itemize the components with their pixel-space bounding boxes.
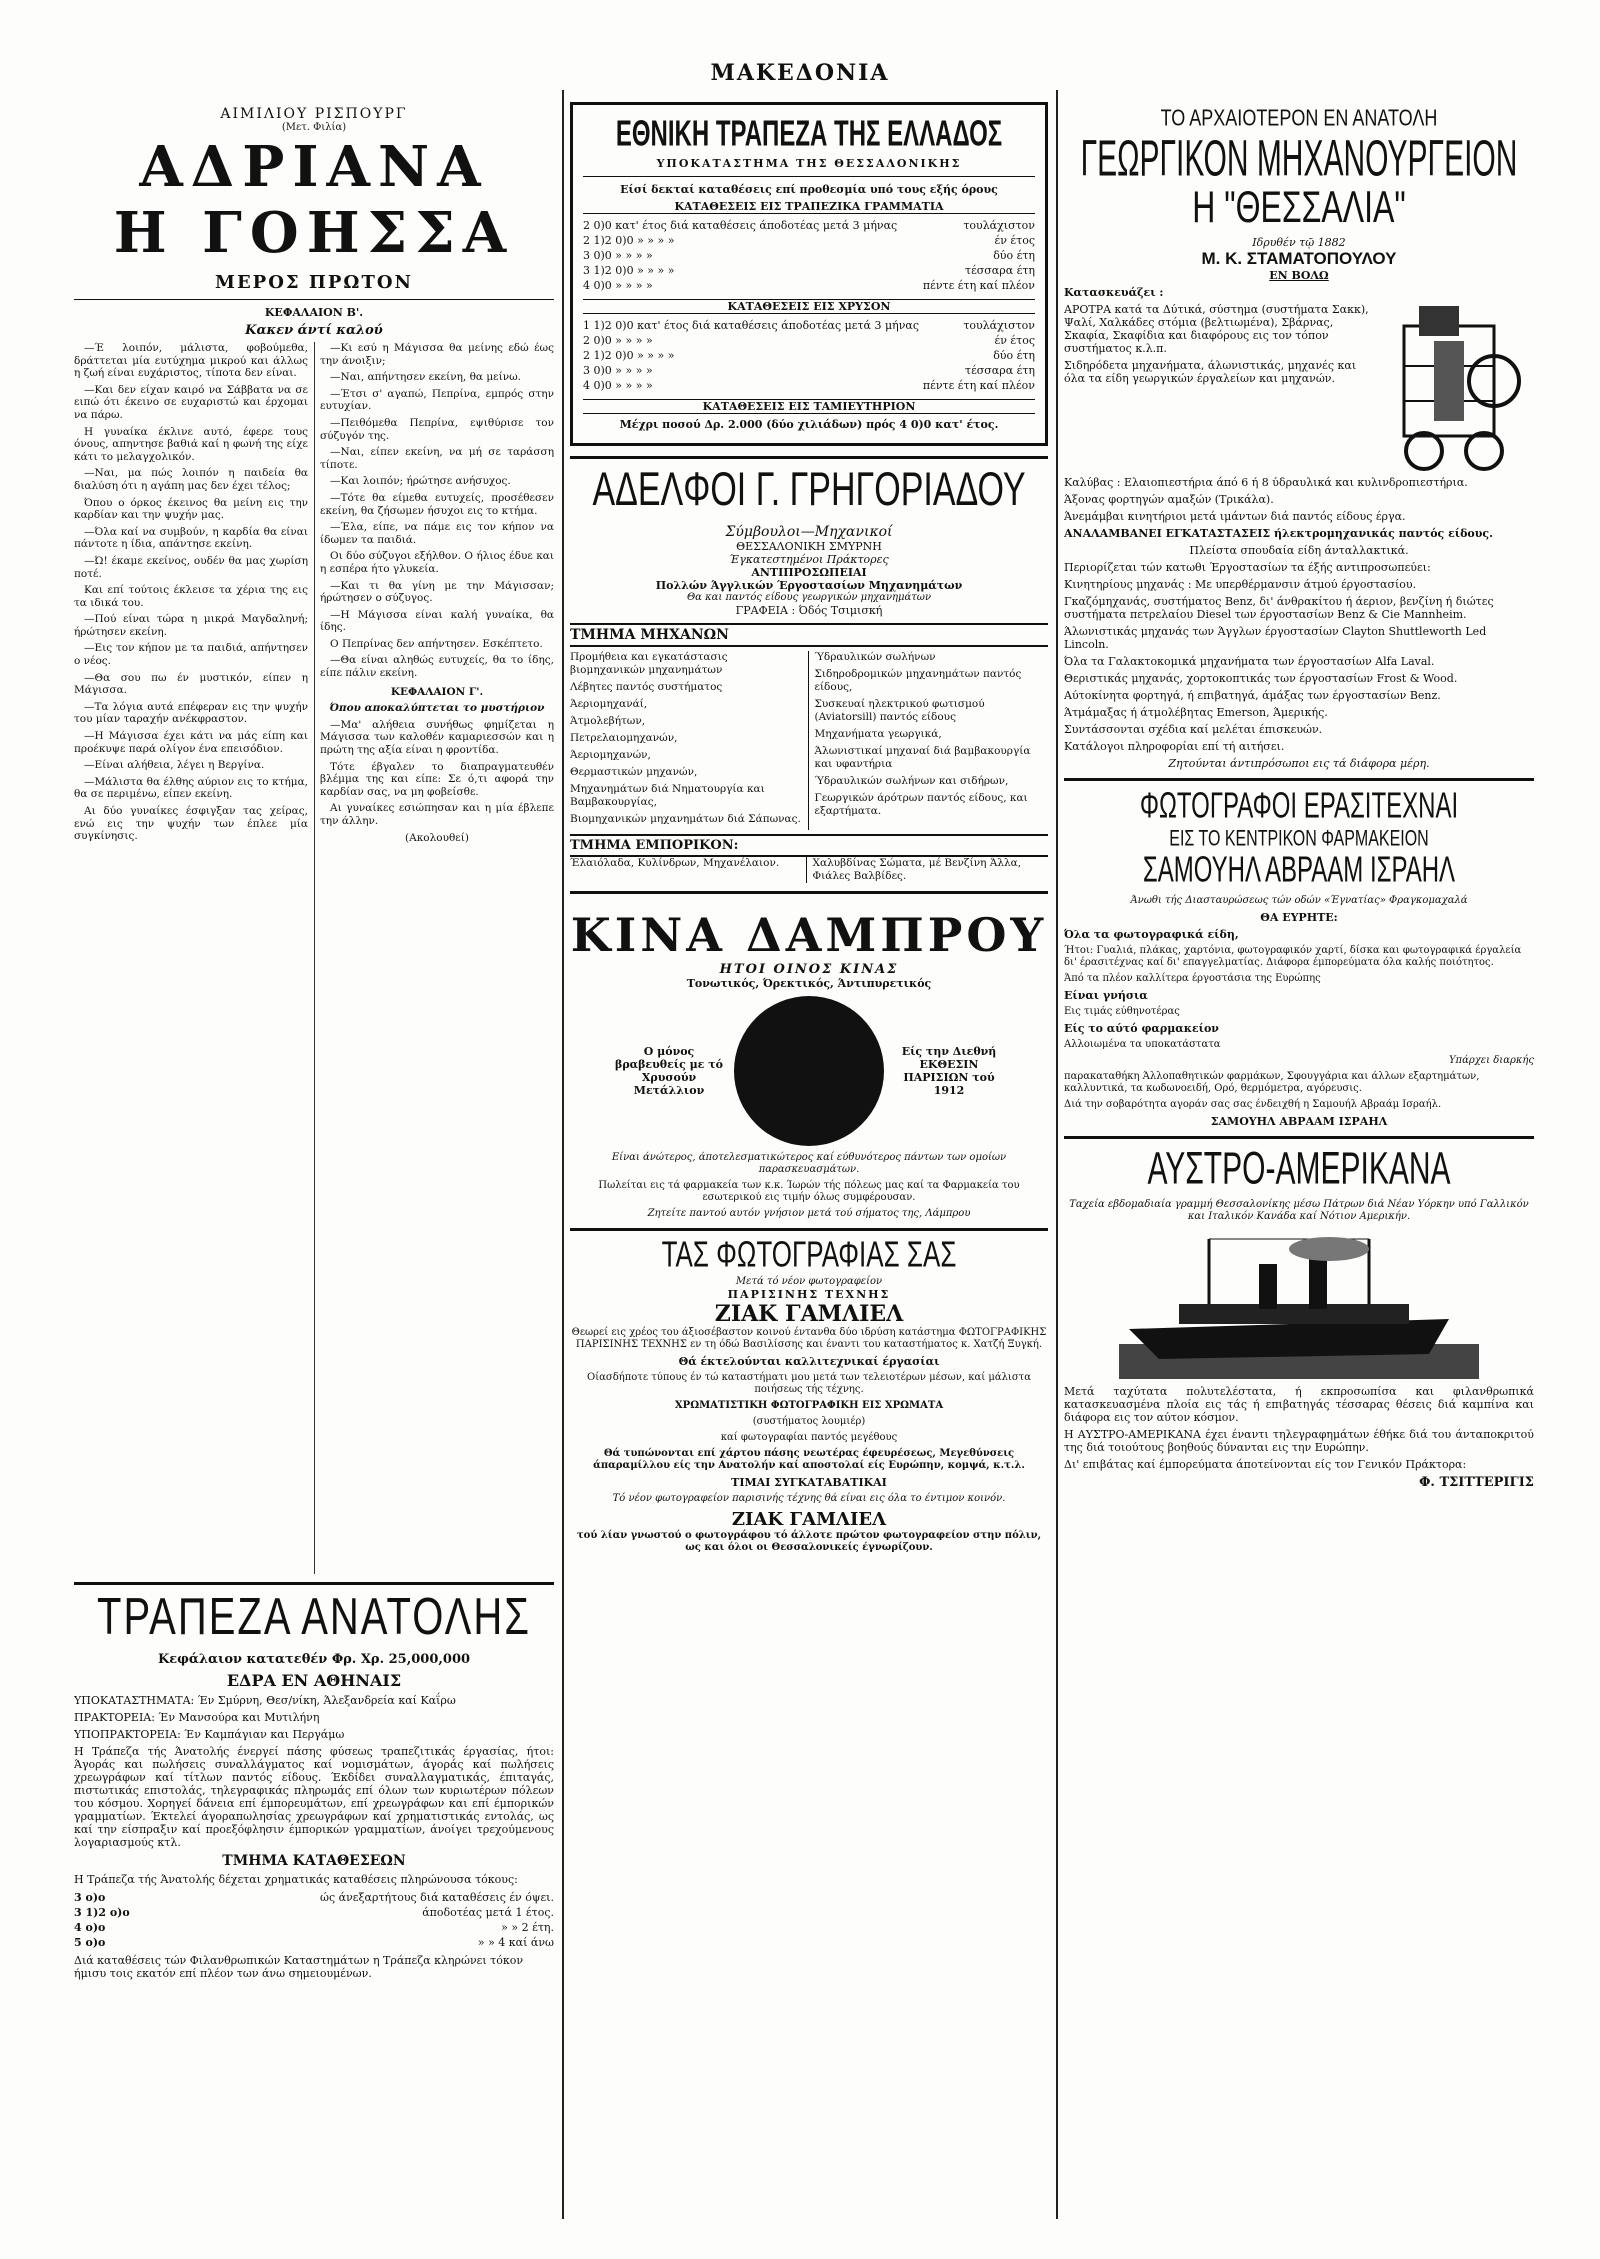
serial-paragraph: —Ναι, μα πώς λοιπόν η παιδεία θα διαλύση ότι η αγάπη μας δεν έχει τέλος;: [74, 467, 308, 492]
machine-list-left: [570, 651, 809, 830]
serial-paragraph: Ο Πεπρίνας δεν απήντησεν. Εσκέπτετο.: [330, 637, 543, 650]
thessalia-catalog: Πλείστα σπουδαία είδη άνταλλακτικά.: [1189, 544, 1409, 557]
list-item: Κινητηρίους μηχανάς : Με υπερθέρμανσιν άτμού έργοστασίου.: [1064, 578, 1417, 591]
fotografies-p5: (συστήματος λουμιέρ): [752, 1416, 866, 1427]
list-item: Πετρελαιομηχανών,: [570, 732, 678, 744]
bank-anatolis-capital-label: Κεφάλαιον κατατεθέν Φρ.: [157, 1652, 357, 1667]
serial-paragraph: —Ναι, απήντησεν εκείνη, θα μείνω.: [330, 371, 521, 384]
thessalia-founded: Ιδρυθέν τῷ 1882: [1252, 236, 1346, 249]
list-item: ΑΡΟΤΡΑ κατά τα Δύτικά, σύστημα (συστήματα Σακκ), Ψαλί, Χαλκάδες στόμια (βελτιωμένα), Σβάρνας, Σκαφία, Σκαφίδια και διαφόρους εις τον τόπον συστήματος κ.λ.π.: [1064, 303, 1369, 355]
austro-p2: Η ΑΥΣΤΡΟ-ΑΜΕΡΙΚΑΝΑ έχει έναντι τηλεγραφημάτων έθήκε διά του άνταποκριτού της διά τοιούτους βοηθούς δύνανται εις την Ευρώπην.: [1064, 1428, 1534, 1454]
grigoriadou-offices: ΓΡΑΦΕΙΑ : Όδός Τσιμισκή: [735, 604, 883, 617]
serial-paragraph: —Έλα, είπε, να πάμε εις τον κήπον να ίδωμεν τα παιδιά.: [320, 521, 554, 546]
national-bank-section1: ΚΑΤΑΘΕΣΕΙΣ ΕΙΣ ΤΡΑΠΕΖΙΚΑ ΓΡΑΜΜΑΤΙΑ: [583, 200, 1035, 214]
rate-desc: 3 1)2 0)0 » » » »: [583, 264, 675, 277]
rate-value: 3 ο)ο: [74, 1891, 106, 1904]
serial-part: ΜΕΡΟΣ ΠΡΩΤΟΝ: [215, 272, 413, 293]
column-rule-1: [562, 90, 564, 2219]
rate-row: [74, 1920, 554, 1935]
serial-paragraph: —Είναι αλήθεια, λέγει η Βεργίνα.: [84, 759, 265, 772]
thessalia-owner: Μ. Κ. ΣΤΑΜΑΤΟΠΟΥΛΟΥ: [1201, 249, 1397, 268]
national-bank-subtitle: ΥΠΟΚΑΤΑΣΤΗΜΑ ΤΗΣ ΘΕΣΣΑΛΟΝΙΚΗΣ: [656, 157, 962, 170]
serial-paragraph: —Έτσι σ' αγαπώ, Πεπρίνα, εμπρός στην ευτυχίαν.: [320, 387, 554, 413]
list-item: Προμήθεια και εγκατάστασις βιομηχανικών μηχανημάτων: [570, 651, 728, 676]
list-item: Γεωργικών άρότρων παντός είδους, και εξαρτήματα.: [814, 792, 1028, 817]
rate-term: δύο έτη: [993, 249, 1035, 262]
serial-paragraph: —Κι εσύ η Μάγισσα θα μείνης εδώ έως την άνοιξιν;: [320, 342, 554, 367]
rate-desc: 4 0)0 » » » »: [583, 279, 653, 292]
thessalia-body: [1064, 286, 1534, 476]
serial-paragraph: —Ώ! έκαμε εκείνος, ουδέν θα μας χωρίση ποτέ.: [74, 554, 308, 580]
austro-p1: Μετά ταχύτατα πολυτελέστατα, ή εκπροσωπίσα και φιλανθρωπικά κατασκευασμένα πλοία εις τάς ή επιβατηγάς τέσσαρας θέσεις διά καμπίνα και διάφορα εις τον αύτον κόσμον.: [1064, 1385, 1534, 1424]
medal-icon: [734, 996, 884, 1146]
kina-title: ΚΙΝΑ ΔΑΜΠΡΟΥ: [570, 908, 1048, 962]
rate-term: δύο έτη: [993, 349, 1035, 362]
bank-anatolis-body: Η Τράπεζα τής Άνατολής ένεργεί πάσης φύσεως τραπεζιτικάς έργασίας, ήτοι: Άγοράς και πωλήσεις συναλλάγματος καί νομισμάτων, άγοράς καί πωλήσεις χρεωγράφων καί τίτλων παντός είδους. Έκδίδει συναλλαγματικάς, έπιταγάς, πιστωτικάς επιστολάς, τηλεγραφικάς πληρωμάς επί όλων των κυριωτέρων πόλεων του κόσμου. Χορηγεί δάνεια επί έμπορευμάτων, επί χρεωγράφων και επί έμπορικών γραμματίων. Έκτελεί άγοραπωλησίας χρεωγράφων καί χρηματιστικάς εντολάς, ως καί την είσπραξιν καί προεξόφλησιν έμπορικών γραμματίων, άνοίγει τρεχούμενους λογαριασμούς κτλ.: [74, 1745, 554, 1849]
fotografies-prices: ΤΙΜΑΙ ΣΥΓΚΑΤΑΒΑΤΙΚΑΙ: [731, 1476, 887, 1489]
foto-pharmacy-line7: Υπάρχει διαρκής: [1448, 1055, 1534, 1066]
national-bank-savings: Μέχρι ποσού Δρ. 2.000 (δύο χιλιάδων) πρός 4 0)0 κατ' έτος.: [619, 418, 999, 431]
divider: [583, 176, 1035, 177]
rate-value: 5 ο)ο: [74, 1936, 106, 1949]
serial-paragraph: —Η Μάγισσα έχει κάτι να μάς είπη και προέκυψε παρά ολίγον ένα επεισόδιον.: [74, 730, 308, 755]
serial-chapter2: ΚΕΦΑΛΑΙΟΝ Γ'.: [390, 685, 484, 698]
fotografies-art: ΠΑΡΙΣΙΝΗΣ ΤΕΧΝΗΣ: [727, 1288, 891, 1301]
list-item: Άνεμάμβαι κινητήριοι μετά ιμάντων διά παντός είδους έργα.: [1064, 510, 1406, 523]
foto-pharmacy-ad: [1064, 786, 1534, 1128]
rate-term: τουλάχιστον: [963, 319, 1035, 332]
rate-row: [583, 218, 1035, 233]
serial-title-line1: ΑΔΡΙΑΝΑ: [139, 134, 489, 200]
foto-pharmacy-line4: Εις τιμάς εύθηνοτέρας: [1064, 1006, 1180, 1017]
bank-anatolis-subagencies: ΥΠΟΠΡΑΚΤΟΡΕΙΑ: Έν Καμπάγιαν και Περγάμω: [74, 1728, 345, 1741]
fotografies-title: ΤΑΣ ΦΩΤΟΓΡΑΦΙΑΣ ΣΑΣ: [661, 1232, 957, 1275]
rate-term: έν έτος: [994, 234, 1035, 247]
serial-title-line2: Η ΓΟΗΣΣΑ: [113, 200, 515, 266]
thessalia-manufactures: Κατασκευάζει :: [1064, 286, 1164, 299]
rate-desc: 1 1)2 0)0 κατ' έτος διά καταθέσεις άποδοτέας μετά 3 μήνας: [583, 319, 919, 332]
column-middle: [570, 88, 1048, 2219]
austro-title: ΑΥΣΤΡΟ-ΑΜΕΡΙΚΑΝΑ: [1147, 1144, 1451, 1194]
divider: [74, 1582, 554, 1585]
foto-pharmacy-line9: Διά την σοβαρότητα αγοράν σας σας ένδειχθή η Σαμουήλ Αβραάμ Ισραήλ.: [1064, 1099, 1442, 1110]
rate-row: [583, 248, 1035, 263]
serial-paragraph: —Θα είναι αληθώς ευτυχείς, θα το ίδης, είπε πάλιν εκείνη.: [320, 654, 554, 680]
serial-paragraph: Και επί τούτοις έκλεισε τα χέρια της εις τα ιδικά του.: [74, 584, 308, 609]
rate-desc: » » 2 έτη.: [501, 1921, 554, 1934]
list-item: Άλωνιστικαί μηχαναί διά βαμβακουργία και υφαντήρια: [814, 745, 1031, 770]
bank-anatolis-capital-value: Χρ. 25,000,000: [360, 1652, 471, 1667]
kina-text3: Ζητείτε παντού αυτόν γνήσιον μετά τού σήματος της, Λάμπρου: [647, 1208, 971, 1219]
list-item: Μηχανημάτων διά Νηματουργία και Βαμβακουργίας,: [570, 783, 765, 808]
fotografies-p2: Θά έκτελούνται καλλιτεχνικαί έργασίαι: [678, 1355, 940, 1368]
commerce-left: Έλαιόλαδα, Κυλίνδρων, Μηχανέλαιον.: [570, 857, 807, 883]
rate-desc: άποδοτέας μετά 1 έτος.: [422, 1906, 554, 1919]
austro-line1: Ταχεία εβδομαδιαία γραμμή Θεσσαλονίκης μέσω Πάτρων διά Νέαν Υόρκην υπό Γαλλικόν και Ιταλικόν Κανάδα καί Νότιον Αμερικήν.: [1069, 1199, 1529, 1222]
machine-list-right: [815, 651, 1049, 830]
serial-paragraph: Η γυναίκα έκλινε αυτό, έφερε τους όνους, απηντησε βαθιά καί η φωνή της είχε κάτι το μελαγχολικόν.: [74, 425, 308, 463]
thresher-icon: [1384, 286, 1534, 476]
rate-row: [583, 378, 1035, 393]
list-item: Άτμάμαξας ή άτμολέβητας Emerson, Άμερικής.: [1064, 706, 1328, 719]
serial-paragraph: —Και τι θα γίνη με την Μάγισσαν; ήρώτησεν ο σύζυγος.: [320, 579, 554, 605]
fotografies-name2: ΖΙΑΚ ΓΑΜΛΙΕΛ: [731, 1509, 887, 1530]
foto-pharmacy-name: ΣΑΜΟΥΗΛ ΑΒΡΑΑΜ ΙΣΡΑΗΛ: [1142, 850, 1456, 891]
grigoriadou-line4: Θα και παντός είδους γεωργικών μηχανημάτων: [686, 592, 932, 603]
grigoriadou-line2: ΑΝΤΙΠΡΟΣΩΠΕΙΑΙ: [751, 566, 867, 579]
rate-value: 3 1)2 ο)ο: [74, 1906, 130, 1919]
foto-pharmacy-line8: παρακαταθήκη Άλλοπαθητικών φαρμάκων, Σφουγγάρια και άλλων εξαρτημάτων, καλλυντικά, τα κωδωνοειδή, Ορό, θερμόμετρα, αγόρευσις.: [1064, 1071, 1480, 1094]
bank-anatolis-deposits-title: ΤΜΗΜΑ ΚΑΤΑΘΕΣΕΩΝ: [222, 1853, 406, 1869]
rate-term: έν έτος: [994, 334, 1035, 347]
list-item: Αύτοκίνητα φορτηγά, ή επιβατηγά, άμάξας των έργοστασίων Benz.: [1064, 689, 1441, 702]
serial-paragraph: —Πού είναι τώρα η μικρά Μαγδαληνή; ήρώτησεν εκείνη.: [74, 613, 308, 638]
serial-paragraph: —Και δεν είχαν καιρό να Σάββατα να σε ειπώ ότι έκεινο σε ευχαριστώ και έρχομαι να πάρω.: [74, 383, 308, 421]
foto-pharmacy-will-find: ΘΑ ΕΥΡΗΤΕ:: [1260, 911, 1338, 924]
foto-pharmacy-all: Όλα τα φωτογραφικά είδη,: [1064, 928, 1239, 941]
bank-anatolis-agencies: ΠΡΑΚΤΟΡΕΙΑ: Έν Μανσούρα και Μυτιλήνη: [74, 1711, 320, 1724]
rate-row: [583, 348, 1035, 363]
grigoriadou-ad: [570, 463, 1048, 883]
austro-p3: Δι' επιβάτας καί έμπορεύματα άποτείνονται είς τον Γενικόν Πράκτορα:: [1064, 1458, 1467, 1471]
list-item: Θερμαστικών μηχανών,: [570, 766, 698, 778]
fotografies-ad: [570, 1232, 1048, 1554]
foto-pharmacy-addr: Άνωθι τής Διασταυρώσεως τών οδών «Έγνατίας» Φραγκομαχαλά: [1130, 895, 1468, 906]
serial-paragraph: —Όλα καί να συμβούν, η καρδία θα είναι πάντοτε η ίδια, απάντησε εκείνη.: [74, 525, 308, 551]
fotografies-p4: ΧΡΩΜΑΤΙΣΤΙΚΗ ΦΩΤΟΓΡΑΦΙΚΗ ΕΙΣ ΧΡΩΜΑΤΑ: [674, 1400, 944, 1411]
list-item: Σιδηρόδετα μηχανήματα, άλωνιστικάς, μηχανές και όλα τα είδη γεωργικών έργαλείων και μηχανών.: [1064, 359, 1357, 385]
kina-medal-row: [570, 996, 1048, 1146]
foto-pharmacy-signature: ΣΑΜΟΥΗΛ ΑΒΡΑΑΜ ΙΣΡΑΗΛ: [1210, 1115, 1388, 1128]
national-bank-title: ΕΘΝΙΚΗ ΤΡΑΠΕΖΑ ΤΗΣ ΕΛΛΑΔΟΣ: [615, 114, 1003, 155]
foto-pharmacy-line5: Είς το αύτό φαρμακείον: [1064, 1022, 1219, 1035]
rate-desc: 3 0)0 » » » »: [583, 364, 653, 377]
rate-row: [583, 333, 1035, 348]
list-item: Μηχανήματα γεωργικά,: [814, 728, 942, 740]
list-item: ΑΝΑΛΑΜΒΑΝΕΙ ΕΓΚΑΤΑΣΤΑΣΕΙΣ ήλεκτρομηχανικάς παντός είδους.: [1064, 527, 1493, 540]
thessalia-title: ΓΕΩΡΓΙΚΟΝ ΜΗΧΑΝΟΥΡΓΕΙΟΝ: [1080, 131, 1518, 188]
kina-right-medal: Είς την Διεθνή ΕΚΘΕΣΙΝ ΠΑΡΙΣΙΩΝ τού 1912: [901, 1045, 997, 1097]
serial-continued: (Ακολουθεί): [405, 831, 469, 844]
foto-pharmacy-line: ΕΙΣ ΤΟ ΚΕΝΤΡΙΚΟΝ ΦΑΡΜΑΚΕΙΟΝ: [1169, 827, 1429, 852]
list-item: Άεριομηχανών,: [570, 749, 651, 761]
thessalia-list: [1064, 286, 1378, 476]
fotografies-p9: τού λίαν γνωστού ο φωτογράφου τό άλλοτε πρώτον φωτογραφείον στην πόλιν, ως και όλοι οι Θεσσαλονικείς έγνωρίζουν.: [576, 1530, 1042, 1553]
rate-row: [583, 233, 1035, 248]
column-rule-2: [1056, 90, 1058, 2219]
rate-term: πέντε έτη καί πλέον: [922, 279, 1035, 292]
serial-author: ΑΙΜΙΛΙΟΥ ΡΙΣΠΟΥΡΓ: [220, 106, 408, 122]
foto-pharmacy-title: ΦΩΤΟΓΡΑΦΟΙ ΕΡΑΣΙΤΕΧΝΑΙ: [1139, 786, 1459, 827]
national-bank-ad: [570, 102, 1048, 446]
serial-paragraph: —Εις τον κήπον με τα παιδιά, απήντησεν ο νέος.: [74, 642, 308, 668]
fotografies-p6: καί φωτογραφίαι παντός μεγέθους: [720, 1432, 898, 1443]
fotografies-name: ΖΙΑΚ ΓΑΜΛΙΕΛ: [714, 1301, 904, 1327]
column-right: [1064, 88, 1534, 2219]
rate-desc: 2 0)0 κατ' έτος διά καταθέσεις άποδοτέας μετά 3 μήνας: [583, 219, 898, 232]
grigoriadou-machine-section: ΤΜΗΜΑ ΜΗΧΑΝΩΝ: [570, 623, 1048, 647]
serial-chapter: ΚΕΦΑΛΑΙΟΝ Β'.: [264, 306, 364, 319]
rate-row: [74, 1890, 554, 1905]
column-left: [74, 88, 554, 2219]
serial-paragraph: —Έ λοιπόν, μάλιστα, φοβούμεθα, δράττεται μία ευτύχημα μικρού και άλλως η ζωή είναι ευχάριστος, τίποτα δεν είναι.: [74, 342, 308, 380]
austro-ad: [1064, 1144, 1534, 1490]
serial-paragraph: Τότε έβγαλεν το διαπραγματευθέν βλέμμα της και είπε: Σε ό,τι αφορά την καρδίαν σας, να μη φοβείσθε.: [320, 760, 554, 798]
serial-translator: (Μετ. Φιλία): [281, 122, 347, 133]
bank-anatolis-ad: [74, 1588, 554, 1980]
serial-paragraph: Οι δύο σύζυγοι εξήλθον. Ο ήλιος έδυε και η εσπέρα ήτο γλυκεία.: [320, 550, 554, 575]
list-item: Ύδραυλικών σωλήνων: [814, 651, 936, 663]
kina-subtitle: ΗΤΟΙ ΟΙΝΟΣ ΚΙΝΑΣ: [719, 962, 899, 977]
divider: [1064, 778, 1534, 781]
list-item: Άτμολεβήτων,: [570, 715, 646, 727]
list-item: Λέβητες παντός συστήματος: [570, 681, 723, 693]
rate-desc: 3 0)0 » » » »: [583, 249, 653, 262]
serial-header: [74, 106, 554, 338]
thessalia-name: Η "ΘΕΣΣΑΛΙΑ": [1192, 181, 1406, 232]
rate-desc: 4 0)0 » » » »: [583, 379, 653, 392]
bank-anatolis-deposits-intro: Η Τράπεζα τής Άνατολής δέχεται χρηματικάς καταθέσεις πληρώνουσα τόκους:: [74, 1873, 518, 1886]
list-item: Κατάλογοι πληροφορίαι επί τή αιτήσει.: [1064, 740, 1285, 753]
grigoriadou-commerce-list: [570, 857, 1048, 883]
list-item: Συντάσσονται σχέδια καί μελέται έπισκευών.: [1064, 723, 1323, 736]
serial-paragraph: —Μα' αλήθεια συνήθως φημίζεται η Μάγισσα των καλοθέν καμαριεσσών και η πρώτη της αξία είναι η φροντίδα.: [320, 718, 554, 757]
serial-paragraph: Αι γυναίκες εσιώπησαν και η μία έβλεπε την άλλην.: [320, 802, 554, 827]
ship-illustration: [1064, 1229, 1534, 1379]
grigoriadou-line1: Έγκατεστημένοι Πράκτορες: [729, 553, 889, 566]
fotografies-p3: Οίασδήποτε τύπους έν τώ καταστήματι μου μετά των τελειοτέρων μέσων, καί μάλιστα ποιήσεως τής τέχνης.: [587, 1372, 1031, 1395]
list-item: Γκαζόμηχανάς, συστήματος Benz, δι' άνθρακίτου ή άεριον, βενζίνη ή διώτες συστήματα πετρελαίου Diesel των έργοστασίων Benz & Cie Mannheim.: [1064, 595, 1494, 621]
serial-text: [74, 342, 554, 1574]
machine-illustration: [1384, 286, 1534, 476]
austro-agent: Φ. ΤΣΙΤΤΕΡΙΓΙΣ: [1419, 1475, 1534, 1490]
rate-desc: 2 0)0 » » » »: [583, 334, 653, 347]
foto-pharmacy-line2: Άπό τα πλέον καλλίτερα έργοστάσια της Ευρώπης: [1064, 973, 1321, 984]
list-item: Άλωνιστικάς μηχανάς των Άγγλων έργοστασίων Clayton Shuttleworth Led Lincoln.: [1064, 625, 1487, 651]
rate-desc: 2 1)2 0)0 » » » »: [583, 349, 675, 362]
grigoriadou-subtitle: Σύμβουλοι—Μηχανικοί: [725, 524, 893, 540]
serial-paragraph: —Τα λόγια αυτά επέφεραν εις την ψυχήν του μίαν ταραχήν ανέκφραστον.: [74, 700, 308, 726]
rate-term: πέντε έτη καί πλέον: [922, 379, 1035, 392]
list-item: Σιδηροδρομικών μηχανημάτων παντός είδους,: [814, 668, 1022, 693]
national-bank-intro: Είσί δεκταί καταθέσεις επί προθεσμία υπό τους εξής όρους: [620, 183, 998, 196]
fotografies-p7: Θά τυπώνονται επί χάρτου πάσης νεωτέρας έφευρέσεως, Μεγεθύνσεις άπαραμίλλου είς την Ανατολήν καί αποστολαί είς Ευρώπην, κομψά, κ.τ.λ.: [593, 1448, 1025, 1471]
serial-paragraph: —Και λοιπόν; ήρώτησε ανήσυχος.: [330, 475, 511, 488]
rate-row: [583, 318, 1035, 333]
rate-row: [583, 278, 1035, 293]
bank-anatolis-footer: Διά καταθέσεις τών Φιλανθρωπικών Καταστημάτων η Τράπεζα κληρώνει τόκον ήμισυ τοις εκατόν επί πλέον των άνω σημειουμένων.: [74, 1954, 524, 1980]
grigoriadou-machine-list: [570, 651, 1048, 830]
rate-row: [583, 363, 1035, 378]
serial-paragraph: —Μάλιστα θα έλθης αύριον εις το κτήμα, θα σε περιμένω, είπεν εκείνη.: [74, 775, 308, 801]
steamship-icon: [1119, 1229, 1479, 1379]
serial-paragraph: Όπου ο όρκος έκεινος θα μείνη εις την καρδίαν και την ψυχήν μας.: [74, 496, 308, 522]
list-item: Όλα τα Γαλακτοκομικά μηχανήματα των έργοστασίων Alfa Laval.: [1064, 655, 1435, 668]
divider: [74, 299, 554, 300]
list-item: Συσκευαί ηλεκτρικού φωτισμού (Aviatorsill) παντός είδους: [814, 698, 985, 723]
foto-pharmacy-desc: Ήτοι: Γυαλιά, πλάκας, χαρτόνια, φωτογραφικόν χαρτί, δίσκα και φωτογραφικά έργαλεία δι' έρασιτέχνας καί δι' επαγγελματίας. Διάφορα έμπορεύματα όλα καλής ποιότητος.: [1064, 945, 1522, 968]
kina-text2: Πωλείται εις τά φαρμακεία των κ.κ. Ίωρών τής πόλεως μας καί τα Φαρμακεία του εσωτερικού εις τιμήν όλως συμφέρουσαν.: [598, 1180, 1020, 1203]
serial-paragraph: —Πειθόμεθα Πεπρίνα, εψιθύρισε τον σύζυγόν της.: [320, 416, 554, 442]
divider: [570, 456, 1048, 459]
fotografies-subtitle: Μετά τό νέον φωτογραφείον: [735, 1276, 883, 1287]
national-bank-section3: ΚΑΤΑΘΕΣΕΙΣ ΕΙΣ ΤΑΜΙΕΥΤΗΡΙΟΝ: [583, 399, 1035, 414]
list-item: Βιομηχανικών μηχανημάτων διά Σάπωνας.: [570, 813, 801, 825]
serial-paragraph: —Ναι, είπεν εκείνη, να μή σε ταράσση τίποτε.: [320, 446, 554, 471]
serial-paragraph: —Τότε θα είμεθα ευτυχείς, προσέθεσεν εκείνη, θα ζήσωμεν ήσυχοι εις το κτήμα.: [320, 491, 554, 517]
commerce-right: Χαλυβδίνας Σώματα, μέ Βενζίνη Άλλα, Φιάλες Βαλβίδες.: [812, 857, 1022, 882]
divider: [570, 1228, 1048, 1231]
grigoriadou-cities: ΘΕΣΣΑΛΟΝΙΚΗ ΣΜΥΡΝΗ: [736, 540, 882, 553]
masthead: ΜΑΚΕΔΟΝΙΑ: [710, 60, 890, 86]
rate-row: [74, 1935, 554, 1950]
serial-chapter-title: Κακεν άντί καλού: [245, 323, 383, 338]
list-item: Ύδραυλικών σωλήνων και σιδήρων,: [814, 775, 1009, 787]
bank-anatolis-seat: ΕΔΡΑ ΕΝ ΑΘΗΝΑΙΣ: [226, 1671, 402, 1690]
serial-paragraph: Αι δύο γυναίκες έσφιγξαν τας χείρας, ενώ εις την ψυχήν των έπλεε μία συγκίνησις.: [74, 805, 308, 843]
thessalia-top: ΤΟ ΑΡΧΑΙΟΤΕΡΟΝ ΕΝ ΑΝΑΤΟΛΗ: [1160, 104, 1438, 131]
fotografies-p8: Τό νέον φωτογραφείον παρισινής τέχνης θά είναι εις όλα το έντιμον κοινόν.: [612, 1493, 1006, 1504]
serial-paragraph: —Θα σου πω έν μυστικόν, είπεν η Μάγισσα.: [74, 671, 308, 697]
list-item: Θεριστικάς μηχανάς, χορτοκοπτικάς των έργοστασίων Frost & Wood.: [1064, 672, 1458, 685]
rate-row: [74, 1905, 554, 1920]
rate-desc: ώς άνεξαρτήτους διά καταθέσεις έν όψει.: [320, 1891, 554, 1904]
rate-term: τέσσαρα έτη: [965, 364, 1035, 377]
thessalia-footer: Ζητούνται άντιπρόσωποι εις τά διάφορα μέρη.: [1168, 757, 1430, 770]
foto-pharmacy-line6: Αλλοιωμένα τα υποκατάστατα: [1064, 1039, 1221, 1050]
thessalia-city: ΕΝ ΒΟΛΩ: [1269, 269, 1329, 282]
rate-value: 4 ο)ο: [74, 1921, 106, 1934]
rate-term: τέσσαρα έτη: [965, 264, 1035, 277]
list-item: Καλύβας : Ελαιοπιεστήρια άπό 6 ή 8 ύδραυλικά και κυλινδροπιεστήρια.: [1064, 476, 1468, 489]
bank-anatolis-title: ΤΡΑΠΕΖΑ ΑΝΑΤΟΛΗΣ: [97, 1588, 531, 1646]
grigoriadou-title: ΑΔΕΛΦΟΙ Γ. ΓΡΗΓΟΡΙΑΔΟΥ: [592, 463, 1026, 517]
foto-pharmacy-line3: Είναι γνήσια: [1064, 989, 1148, 1002]
rate-desc: » » 4 καί άνω: [477, 1936, 554, 1949]
rate-row: [583, 263, 1035, 278]
kina-text1: Είναι άνώτερος, άποτελεσματικώτερος καί εύθυνότερος πάντων των ομοίων παρασκευασμάτων.: [611, 1152, 1007, 1175]
kina-left-medal: Ο μόνος βραβευθείς με τό Χρυσούν Μετάλλιον: [615, 1045, 723, 1097]
thessalia-rep: Περιορίζεται τών κατωθι Έργοστασίων τα έξής αντιπροσωπεύει:: [1064, 561, 1431, 574]
kina-tagline: Τονωτικός, Όρεκτικός, Άντιπυρετικός: [686, 977, 932, 990]
list-item: Άεριομηχανάί,: [570, 698, 648, 710]
list-item: Άξονας φορτηγών αμαξών (Τρικάλα).: [1064, 493, 1274, 506]
national-bank-section2: ΚΑΤΑΘΕΣΕΙΣ ΕΙΣ ΧΡΥΣΟΝ: [583, 299, 1035, 314]
grigoriadou-commerce-section: ΤΜΗΜΑ ΕΜΠΟΡΙΚΟΝ:: [570, 834, 1048, 857]
fotografies-p1: Θεωρεί εις χρέος του άξιοσέβαστον κοινού έντανθα δύο ιδρύση κατάστημα ΦΩΤΟΓΡΑΦΙΚΗΣ ΠΑΡΙΣΙΝΗΣ ΤΕΧΝΗΣ εν τη όδώ Βασιλίσσης και έναντι του καταστήματος κ. Χατζή Ξυγκή.: [571, 1327, 1047, 1350]
serial-paragraph: —Η Μάγισσα είναι καλή γυναίκα, θα ίδης.: [320, 608, 554, 634]
thessalia-ad: [1064, 104, 1534, 770]
rate-desc: 2 1)2 0)0 » » » »: [583, 234, 675, 247]
bank-anatolis-branches: ΥΠΟΚΑΤΑΣΤΗΜΑΤΑ: Έν Σμύρνη, Θεσ/νίκη, Άλεξανδρεία καί Καΐρω: [74, 1694, 456, 1707]
rate-term: τουλάχιστον: [963, 219, 1035, 232]
divider: [570, 891, 1048, 894]
serial-chapter2-title: Όπου αποκαλύπτεται το μυστήριον: [329, 702, 545, 715]
bank-anatolis-capital: [74, 1652, 554, 1667]
grigoriadou-line3: Πολλών Άγγλικών Έργοστασίων Μηχανημάτων: [655, 579, 963, 592]
divider: [1064, 1136, 1534, 1139]
kina-ad: [570, 908, 1048, 1220]
